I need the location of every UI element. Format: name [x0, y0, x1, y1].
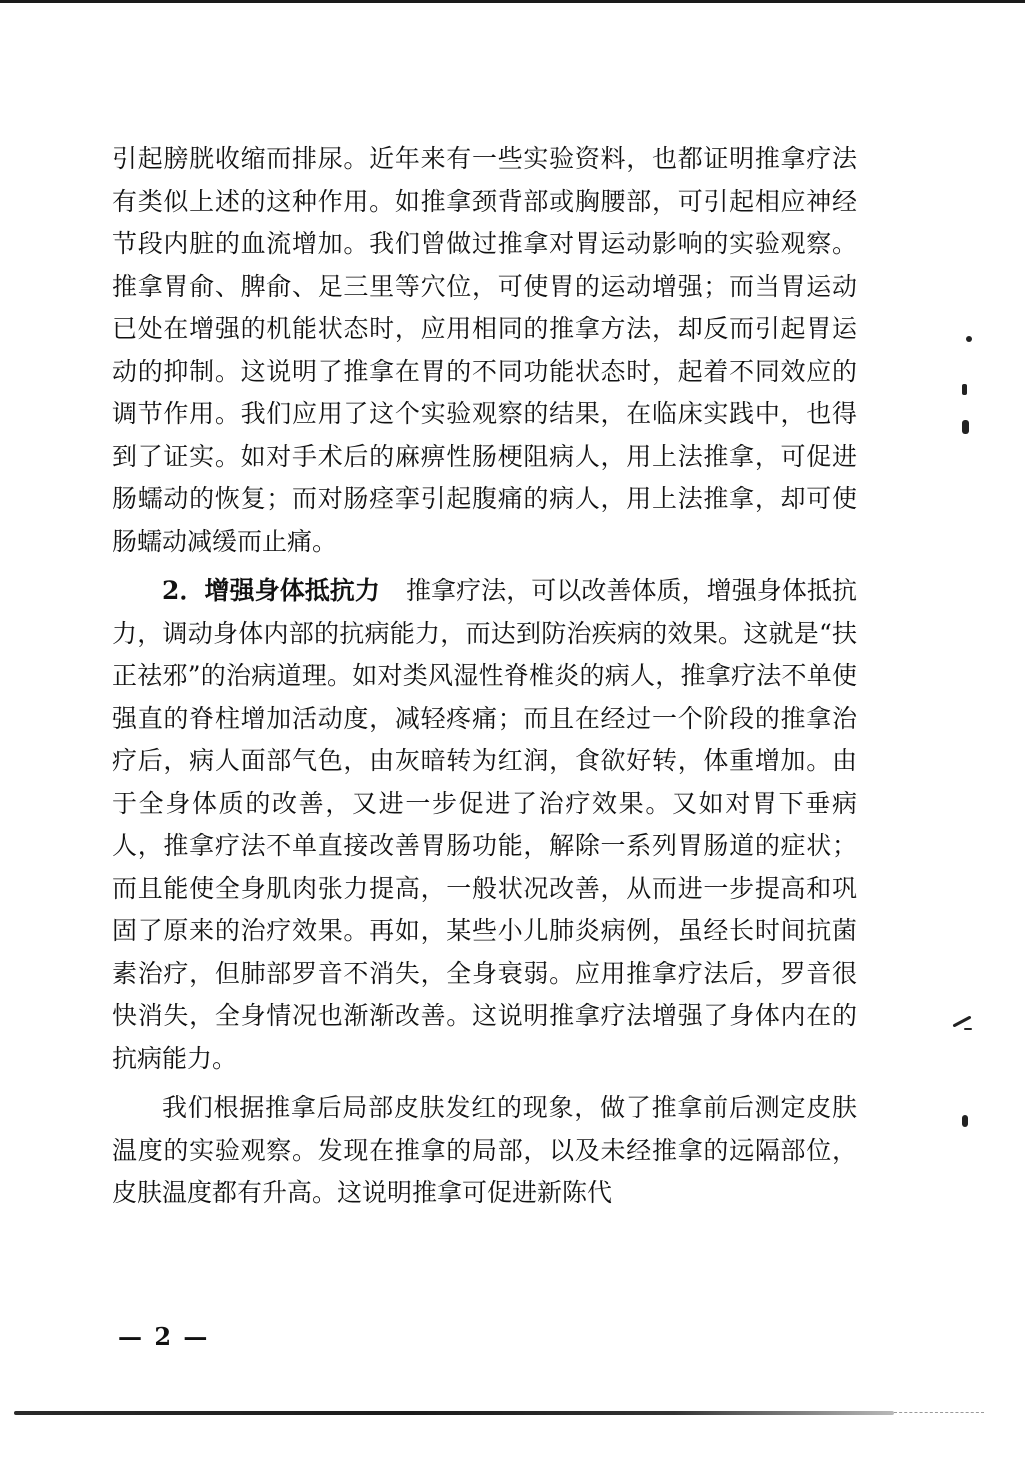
paragraph-text: 引起膀胱收缩而排尿。近年来有一些实验资料，也都证明推拿疗法有类似上述的这种作用。如推拿颈背部或胸腰部，可引起相应神经节段内脏的血流增加。我们曾做过推拿对胃运动影响的实验观察。推拿胃俞、脾俞、足三里等穴位，可使胃的运动增强；而当胃运动已处在增强的机能状态时，应用相同的推拿方法，却反而引起胃运动的抑制。这说明了推拿在胃的不同功能状态时，起着不同效应的调节作用。我们应用了这个实验观察的结果，在临床实践中，也得到了证实。如对手术后的麻痹性肠梗阻病人，用上法推拿，可促进肠蠕动的恢复；而对肠痉挛引起腹痛的病人，用上法推拿，却可使肠蠕动减缓而止痛。 [112, 144, 857, 556]
scan-speck [962, 420, 969, 434]
scan-speck [966, 336, 972, 342]
scan-speck [962, 384, 967, 395]
top-border-line [0, 0, 1025, 3]
scan-speck [952, 1015, 971, 1027]
bottom-border-fade [894, 1412, 984, 1414]
section-paragraph [112, 570, 857, 1080]
body-text [112, 138, 857, 1215]
scan-speck [964, 1028, 972, 1030]
paragraph-text: 我们根据推拿后局部皮肤发红的现象，做了推拿前后测定皮肤温度的实验观察。发现在推拿的局部，以及未经推拿的远隔部位，皮肤温度都有升高。这说明推拿可促进新陈代 [112, 1093, 857, 1207]
bottom-border-line [14, 1411, 894, 1415]
paragraph-final [112, 1087, 857, 1215]
section-heading: 2．增强身体抵抗力 [162, 576, 380, 605]
section-body-text: 推拿疗法，可以改善体质，增强身体抵抗力，调动身体内部的抗病能力，而达到防治疾病的效果。这就是“扶正祛邪”的治病道理。如对类风湿性脊椎炎的病人，推拿疗法不单使强直的脊柱增加活动度，减轻疼痛；而且在经过一个阶段的推拿治疗后，病人面部气色，由灰暗转为红润，食欲好转，体重增加。由于全身体质的改善，又进一步促进了治疗效果。又如对胃下垂病人，推拿疗法不单直接改善胃肠功能，解除一系列胃肠道的症状；而且能使全身肌肉张力提高，一般状况改善，从而进一步提高和巩固了原来的治疗效果。再如，某些小儿肺炎病例，虽经长时间抗菌素治疗，但肺部罗音不消失，全身衰弱。应用推拿疗法后，罗音很快消失，全身情况也渐渐改善。这说明推拿疗法增强了身体内在的抗病能力。 [112, 576, 857, 1073]
paragraph-continuation [112, 138, 857, 563]
page-number: — 2 — [118, 1322, 210, 1351]
scan-speck [962, 1115, 968, 1127]
